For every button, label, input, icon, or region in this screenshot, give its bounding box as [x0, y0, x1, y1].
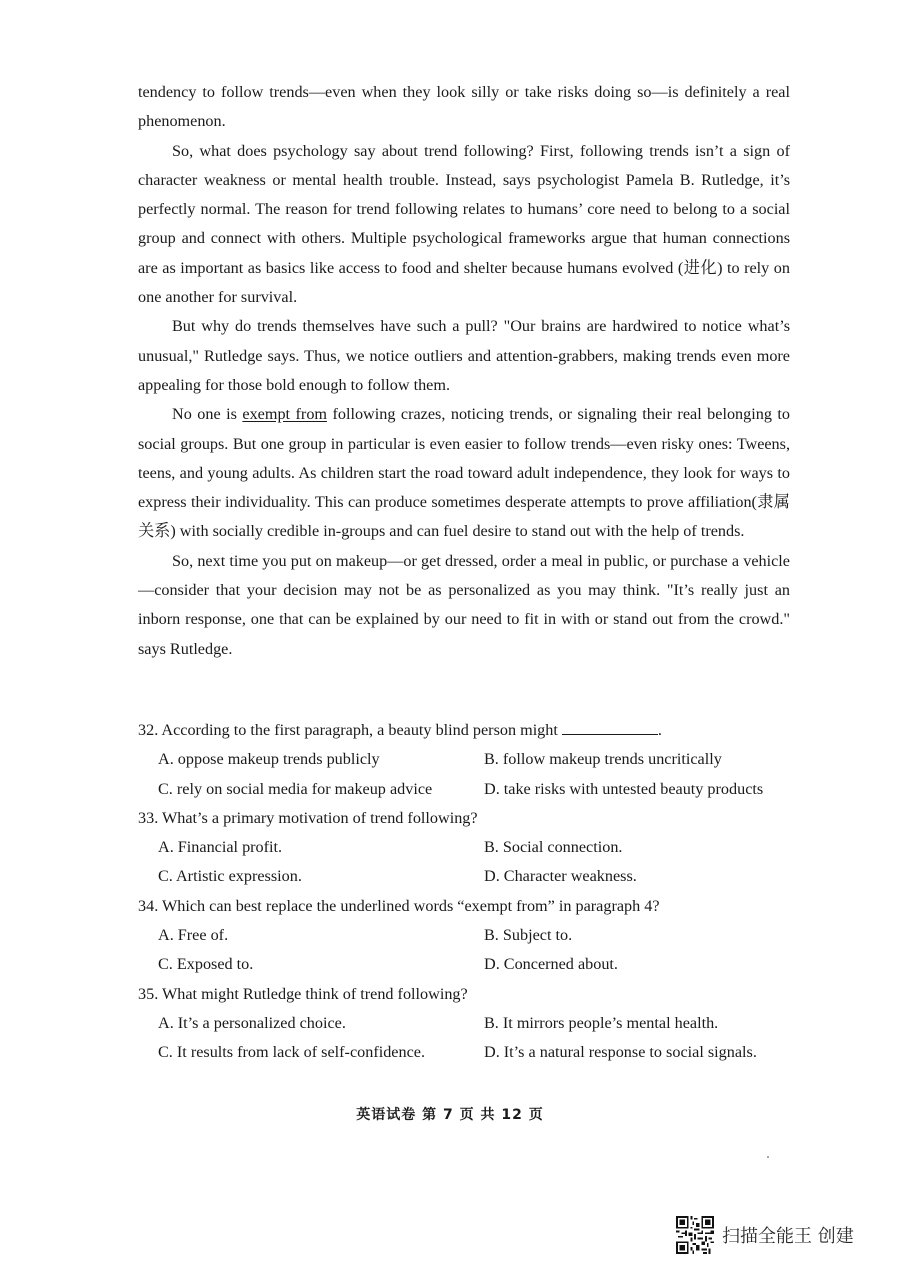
paragraph-4-start: No one is — [172, 405, 243, 424]
question-stem — [138, 716, 798, 745]
option-b: B. It mirrors people’s mental health. — [484, 1013, 719, 1032]
option-a: A. Free of. — [158, 926, 229, 945]
question-stem: 35. What might Rutledge think of trend following? — [138, 984, 468, 1003]
question-stem: 34. Which can best replace the underlined words “exempt from” in paragraph 4? — [138, 896, 660, 915]
option-c: C. It results from lack of self-confidence. — [158, 1043, 425, 1062]
question-35 — [138, 980, 798, 1068]
option-grid — [138, 921, 798, 980]
option-a: A. Financial profit. — [158, 838, 283, 857]
question-stem: 33. What’s a primary motivation of trend following? — [138, 808, 478, 827]
scanner-watermark — [676, 1215, 854, 1255]
option-b: B. Social connection. — [484, 838, 623, 857]
page-footer: 英语试卷 第 7 页 共 12 页 — [356, 1107, 544, 1123]
paragraph-1: tendency to follow trends—even when they look silly or take risks doing so—is definitely a real phenomenon. — [138, 83, 790, 131]
question-stem-end: . — [657, 721, 662, 739]
option-b: B. Subject to. — [484, 926, 573, 945]
option-b: B. follow makeup trends uncritically — [484, 750, 722, 769]
option-grid — [138, 745, 798, 804]
option-d: D. Character weakness. — [484, 867, 637, 886]
option-grid — [138, 833, 798, 892]
option-d: D. It’s a natural response to social signals. — [484, 1043, 757, 1062]
option-d: D. Concerned about. — [484, 955, 618, 974]
question-32 — [138, 716, 798, 804]
paragraph-4-rest: following crazes, noticing trends, or signaling their real belonging to social groups. But one group in particular is even easier to follow trends—even risky ones: Tweens, teens, and young adults. As children start the road toward adult independence, they look for ways to express their individuality. This can produce sometimes desperate attempts to prove affiliation(隶属关系) with socially credible in-groups and can fuel desire to stand out with the help of trends. — [138, 405, 790, 541]
paragraph-5: So, next time you put on makeup—or get dressed, order a meal in public, or purchase a vehicle—consider that your decision may not be as personalized as you may think. "It’s really just an inborn response, one that can be explained by our need to fit in with or stand out from the crowd." says Rutledge. — [138, 551, 790, 658]
option-c: C. Exposed to. — [158, 955, 254, 974]
paragraph-2: So, what does psychology say about trend following? First, following trends isn’t a sign of character weakness or mental health trouble. Instead, says psychologist Pamela B. Rutledge, it’s perfectly normal. The reason for trend following relates to humans’ core need to belong to a social group and connect with others. Multiple psychological frameworks argue that human connections are as important as basics like access to food and shelter because humans evolved (进化) to rely on one another for survival. — [138, 141, 790, 307]
option-grid — [138, 1009, 798, 1068]
scan-speck — [767, 1156, 769, 1158]
question-34 — [138, 892, 798, 980]
option-c: C. rely on social media for makeup advice — [158, 779, 433, 798]
question-33 — [138, 804, 798, 892]
paragraph-3: But why do trends themselves have such a pull? "Our brains are hardwired to notice what’s unusual," Rutledge says. Thus, we notice outliers and attention-grabbers, making trends even more appealing for those bold enough to follow them. — [138, 317, 790, 394]
option-a: A. It’s a personalized choice. — [158, 1013, 346, 1032]
question-list — [138, 716, 798, 1068]
paragraph-4 — [138, 400, 790, 546]
option-d: D. take risks with untested beauty products — [484, 779, 764, 798]
option-c: C. Artistic expression. — [158, 867, 302, 886]
underlined-phrase: exempt from — [242, 405, 327, 424]
qr-code-icon — [676, 1216, 714, 1254]
question-stem-text: 32. According to the first paragraph, a beauty blind person might — [138, 721, 558, 739]
scanner-text: 扫描全能王 创建 — [722, 1226, 854, 1247]
option-a: A. oppose makeup trends publicly — [158, 750, 380, 769]
reading-passage — [138, 78, 790, 664]
answer-blank — [562, 720, 658, 735]
